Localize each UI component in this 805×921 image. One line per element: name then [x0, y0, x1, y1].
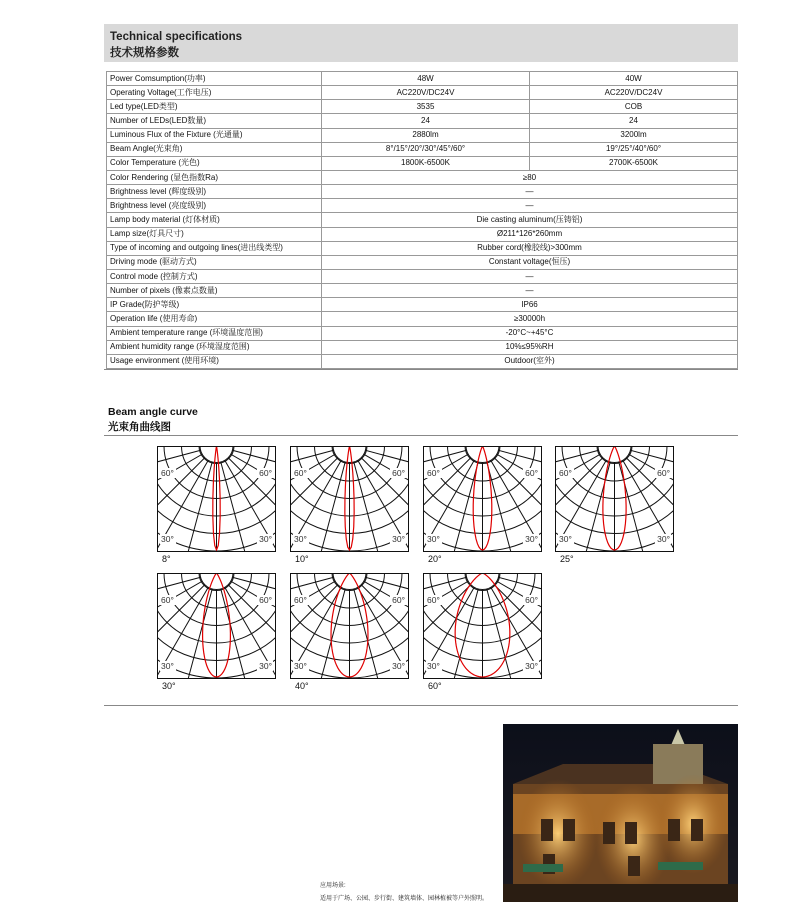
polar-axis-label: 60°	[427, 468, 440, 478]
polar-plot	[423, 446, 542, 552]
polar-axis-label: 60°	[427, 595, 440, 605]
beam-curve-label: 40°	[295, 681, 309, 691]
spec-value-40w: 40W	[530, 72, 738, 86]
spec-row	[107, 241, 738, 255]
spec-label: Operation life (使用寿命)	[107, 312, 322, 326]
polar-axis-label: 60°	[559, 468, 572, 478]
spec-row	[107, 340, 738, 354]
spec-label: Control mode (控制方式)	[107, 269, 322, 283]
beam-title-zh: 光束角曲线图	[108, 421, 171, 433]
polar-axis-label: 30°	[294, 661, 307, 671]
spec-row	[107, 128, 738, 142]
spec-row	[107, 199, 738, 213]
spec-label: Power Comsumption(功率)	[107, 72, 322, 86]
spec-row	[107, 72, 738, 86]
polar-plot	[157, 446, 276, 552]
spec-label: Brightness level (亮度级别)	[107, 199, 322, 213]
charts-bottom-rule	[104, 705, 738, 706]
spec-value-48w: 8°/15°/20°/30°/45°/60°	[322, 142, 530, 156]
beam-curve-chart	[157, 446, 276, 552]
spec-title-zh: 技术规格参数	[110, 47, 179, 59]
polar-axis-label: 30°	[294, 534, 307, 544]
spec-value-40w: COB	[530, 100, 738, 114]
polar-axis-label: 60°	[161, 468, 174, 478]
spec-label: Ambient humidity range (环境湿度范围)	[107, 340, 322, 354]
beam-curve-chart	[555, 446, 674, 552]
spec-row	[107, 284, 738, 298]
polar-axis-label: 30°	[427, 661, 440, 671]
spec-value-40w: 3200lm	[530, 128, 738, 142]
spec-value: -20°C~+45°C	[322, 326, 738, 340]
spec-row	[107, 185, 738, 199]
beam-curve-chart	[157, 573, 276, 679]
spec-value: —	[322, 269, 738, 283]
spec-value-48w: AC220V/DC24V	[322, 86, 530, 100]
spec-row	[107, 86, 738, 100]
beam-curve-chart	[290, 446, 409, 552]
spec-row	[107, 142, 738, 156]
polar-axis-label: 60°	[525, 595, 538, 605]
polar-axis-label: 30°	[525, 534, 538, 544]
spec-row	[107, 114, 738, 128]
spec-row	[107, 312, 738, 326]
spec-label: Number of pixels (像素点数量)	[107, 284, 322, 298]
spec-label: Led type(LED类型)	[107, 100, 322, 114]
beam-curve-label: 10°	[295, 554, 309, 564]
application-caption-title: 应用场景:	[320, 883, 346, 889]
beam-curve-label: 60°	[428, 681, 442, 691]
spec-value-48w: 3535	[322, 100, 530, 114]
spec-label: Color Rendering (显色指数Ra)	[107, 170, 322, 184]
application-photo	[503, 724, 738, 902]
spec-value-40w: 19°/25°/40°/60°	[530, 142, 738, 156]
spec-label: Brightness level (辉度级别)	[107, 185, 322, 199]
spec-value-40w: 24	[530, 114, 738, 128]
spec-value: Constant voltage(恒压)	[322, 255, 738, 269]
polar-axis-label: 30°	[392, 534, 405, 544]
spec-row	[107, 170, 738, 184]
application-caption-text: 适用于广场、公园、步行街、建筑墙体、园林植被等户外照明。	[320, 896, 489, 902]
spec-row	[107, 269, 738, 283]
polar-axis-label: 30°	[259, 661, 272, 671]
spec-value-48w: 24	[322, 114, 530, 128]
spec-row	[107, 213, 738, 227]
polar-plot	[290, 573, 409, 679]
spec-label: Number of LEDs(LED数量)	[107, 114, 322, 128]
polar-axis-label: 60°	[392, 595, 405, 605]
spec-label: Operating Voltage(工作电压)	[107, 86, 322, 100]
spec-label: Beam Angle(光束角)	[107, 142, 322, 156]
spec-value: Ø211*126*260mm	[322, 227, 738, 241]
spec-row	[107, 326, 738, 340]
spec-value-40w: AC220V/DC24V	[530, 86, 738, 100]
beam-curve-label: 25°	[560, 554, 574, 564]
polar-axis-label: 30°	[657, 534, 670, 544]
spec-row	[107, 255, 738, 269]
polar-plot	[290, 446, 409, 552]
spec-value: Outdoor(室外)	[322, 354, 738, 368]
spec-label: Usage environment (使用环境)	[107, 354, 322, 368]
spec-row	[107, 156, 738, 170]
beam-title-en: Beam angle curve	[108, 406, 198, 418]
spec-label: IP Grade(防护等级)	[107, 298, 322, 312]
spec-value: IP66	[322, 298, 738, 312]
spec-row	[107, 298, 738, 312]
spec-label: Ambient temperature range (环境温度范围)	[107, 326, 322, 340]
polar-axis-label: 60°	[525, 468, 538, 478]
polar-axis-label: 30°	[559, 534, 572, 544]
polar-axis-label: 30°	[161, 661, 174, 671]
spec-value-48w: 1800K-6500K	[322, 156, 530, 170]
polar-axis-label: 60°	[657, 468, 670, 478]
beam-curve-chart	[423, 573, 542, 679]
spec-value: 10%≤95%RH	[322, 340, 738, 354]
polar-axis-label: 30°	[161, 534, 174, 544]
spec-title-en: Technical specifications	[110, 31, 243, 43]
spec-table	[106, 71, 738, 369]
polar-axis-label: 60°	[392, 468, 405, 478]
polar-axis-label: 60°	[294, 468, 307, 478]
spec-label: Type of incoming and outgoing lines(进出线类型)	[107, 241, 322, 255]
beam-curve-label: 20°	[428, 554, 442, 564]
spec-value-48w: 2880lm	[322, 128, 530, 142]
spec-value: ≥30000h	[322, 312, 738, 326]
spec-label: Driving mode (驱动方式)	[107, 255, 322, 269]
polar-axis-label: 30°	[259, 534, 272, 544]
spec-header	[104, 24, 738, 62]
spec-value: Rubber cord(橡胶线)>300mm	[322, 241, 738, 255]
spec-label: Luminous Flux of the Fixture (光通量)	[107, 128, 322, 142]
spec-row	[107, 100, 738, 114]
spec-label: Lamp body material (灯体材质)	[107, 213, 322, 227]
beam-section-rule	[104, 435, 738, 436]
beam-curve-label: 8°	[162, 554, 171, 564]
spec-row	[107, 227, 738, 241]
spec-value-40w: 2700K-6500K	[530, 156, 738, 170]
spec-value: —	[322, 199, 738, 213]
spec-value: ≥80	[322, 170, 738, 184]
spec-value: —	[322, 185, 738, 199]
beam-curve-chart	[423, 446, 542, 552]
table-bottom-rule	[104, 369, 738, 370]
spec-value: Die casting aluminum(压铸铝)	[322, 213, 738, 227]
polar-axis-label: 60°	[259, 468, 272, 478]
beam-curve-chart	[290, 573, 409, 679]
spec-label: Lamp size(灯具尺寸)	[107, 227, 322, 241]
spec-value: —	[322, 284, 738, 298]
polar-plot	[157, 573, 276, 679]
polar-plot	[555, 446, 674, 552]
polar-plot	[423, 573, 542, 679]
polar-axis-label: 60°	[161, 595, 174, 605]
spec-label: Color Temperature (光色)	[107, 156, 322, 170]
polar-axis-label: 30°	[427, 534, 440, 544]
polar-axis-label: 30°	[525, 661, 538, 671]
polar-axis-label: 30°	[392, 661, 405, 671]
spec-value-48w: 48W	[322, 72, 530, 86]
beam-curve-label: 30°	[162, 681, 176, 691]
polar-axis-label: 60°	[294, 595, 307, 605]
spec-row	[107, 354, 738, 368]
polar-axis-label: 60°	[259, 595, 272, 605]
